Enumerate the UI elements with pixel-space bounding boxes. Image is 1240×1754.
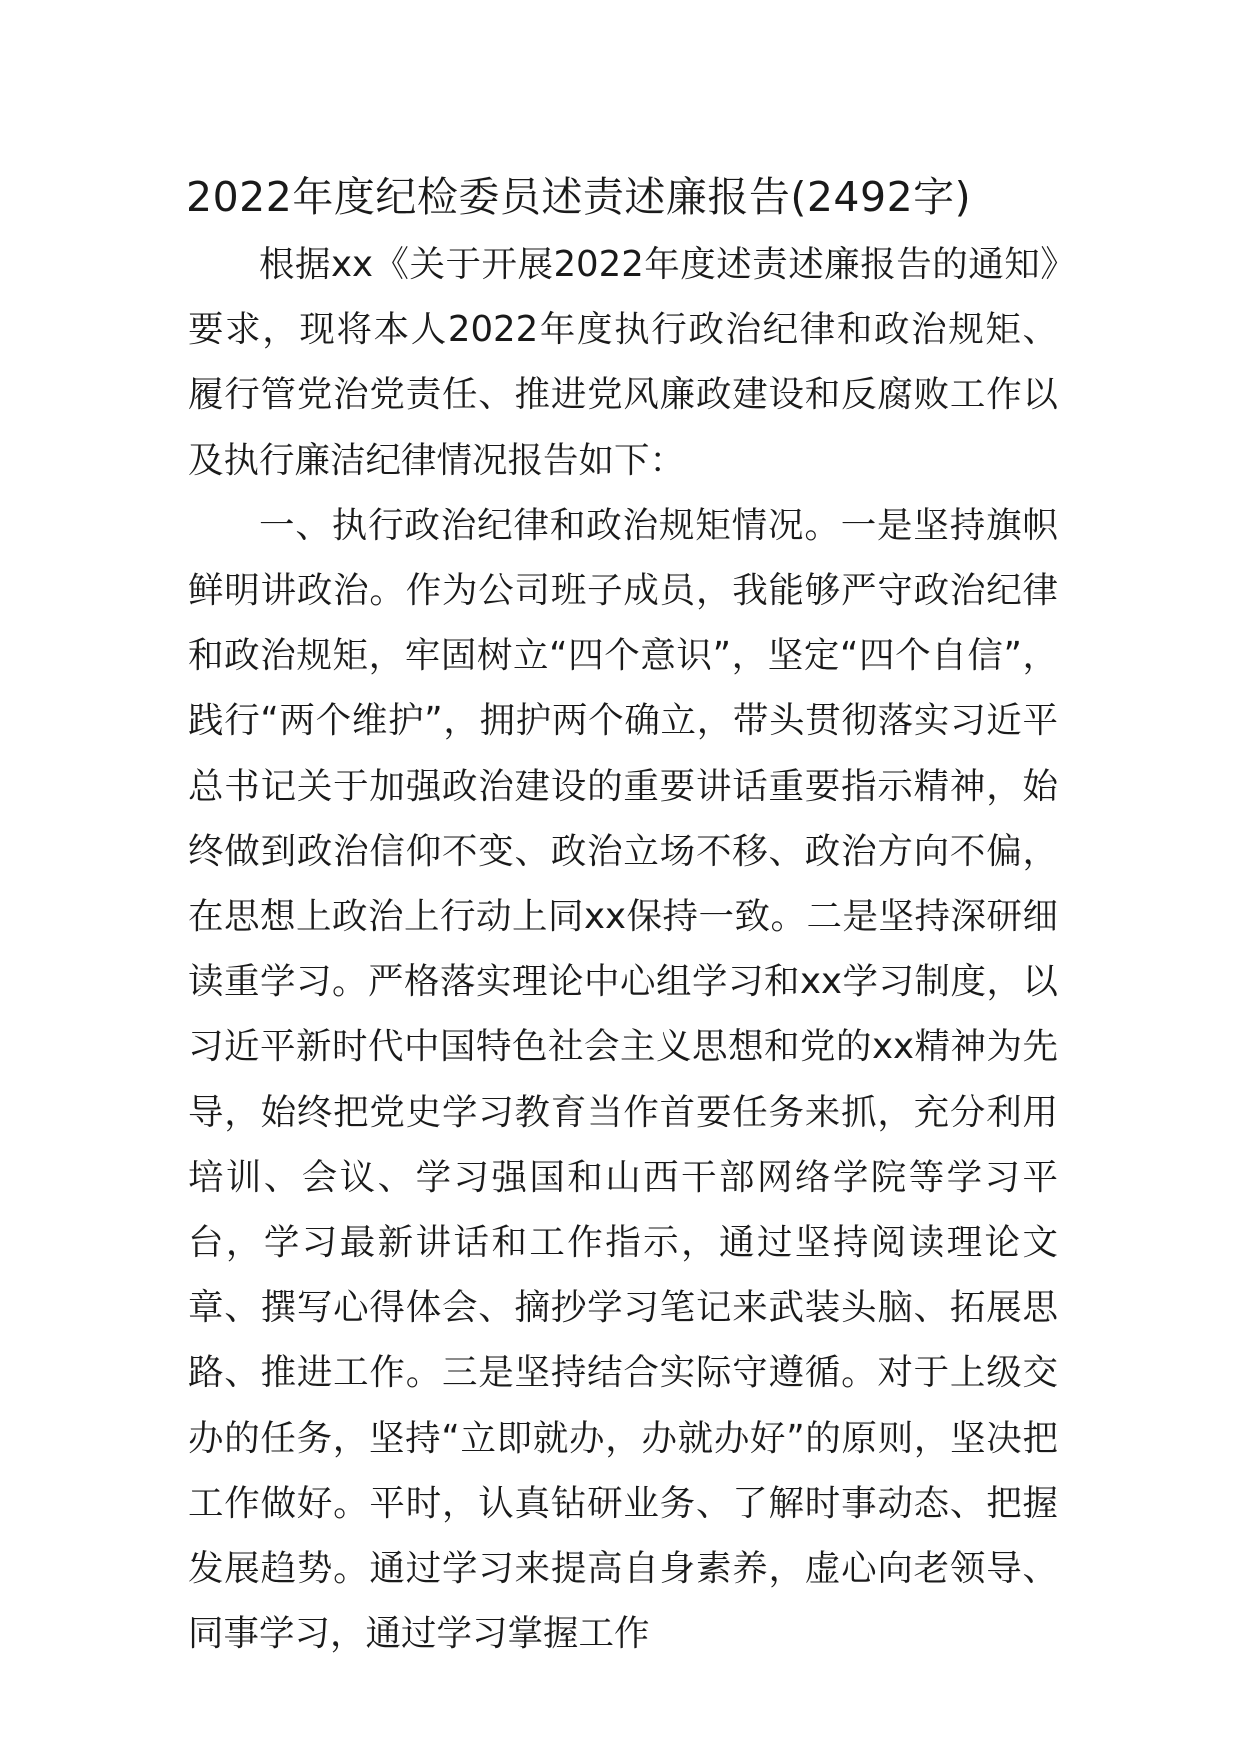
paragraph-intro: 根据xx《关于开展2022年度述责述廉报告的通知》要求，现将本人2022年度执行政治纪律和政治规矩、履行管党治党责任、推进党风廉政建设和反腐败工作以及执行廉洁纪律情况报告如下： xyxy=(188,244,1058,481)
document-title: 2022年度纪检委员述责述廉报告(2492字) xyxy=(186,173,972,221)
document-body xyxy=(188,232,1058,1666)
paragraph-section-one: 一、执行政治纪律和政治规矩情况。一是坚持旗帜鲜明讲政治。作为公司班子成员，我能够严守政治纪律和政治规矩，牢固树立“四个意识”，坚定“四个自信”，践行“两个维护”，拥护两个确立，带头贯彻落实习近平总书记关于加强政治建设的重要讲话重要指示精神，始终做到政治信仰不变、政治立场不移、政治方向不偏，在思想上政治上行动上同xx保持一致。二是坚持深研细读重学习。严格落实理论中心组学习和xx学习制度，以习近平新时代中国特色社会主义思想和党的xx精神为先导，始终把党史学习教育当作首要任务来抓，充分利用培训、会议、学习强国和山西干部网络学院等学习平台，学习最新讲话和工作指示，通过坚持阅读理论文章、撰写心得体会、摘抄学习笔记来武装头脑、拓展思路、推进工作。三是坚持结合实际守遵循。对于上级交办的任务，坚持“立即就办，办就办好”的原则，坚决把工作做好。平时，认真钻研业务、了解时事动态、把握发展趋势。通过学习来提高自身素养，虚心向老领导、同事学习，通过学习掌握工作 xyxy=(188,504,1058,1655)
